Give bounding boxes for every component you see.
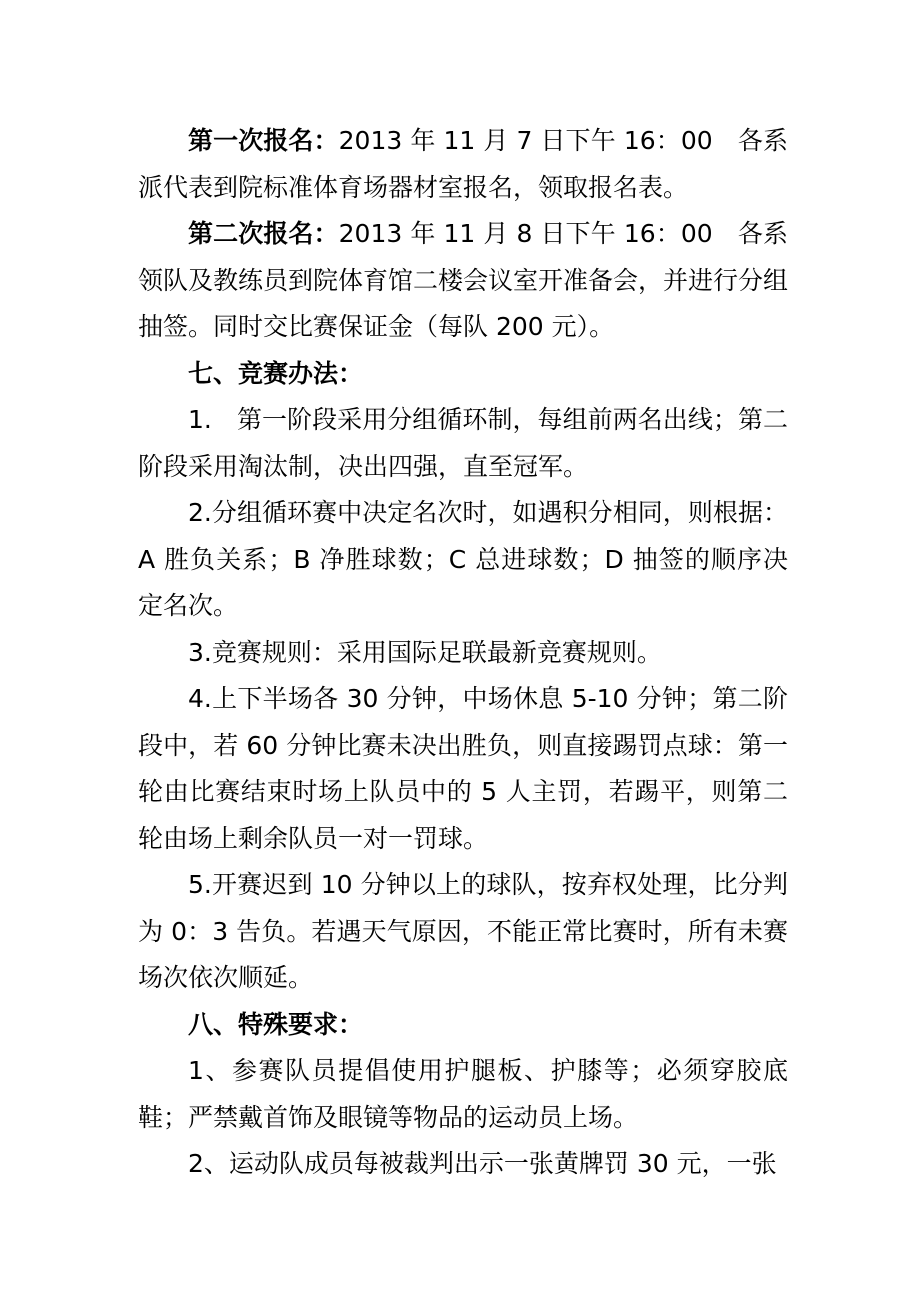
document-page bbox=[138, 118, 788, 1188]
registration-first bbox=[138, 118, 788, 211]
registration-second bbox=[138, 211, 788, 351]
section-8-item-1: 1、参赛队员提倡使用护腿板、护膝等；必须穿胶底鞋；严禁戴首饰及眼镜等物品的运动员上场。 bbox=[138, 1056, 788, 1132]
registration-second-label: 第二次报名： bbox=[188, 219, 339, 248]
section-7-item-1: 1. 第一阶段采用分组循环制，每组前两名出线；第二阶段采用淘汰制，决出四强，直至冠军。 bbox=[138, 405, 788, 481]
registration-first-text: 2013 年 11 月 7 日下午 16：00 各系派代表到院标准体育场器材室报名，领取报名表。 bbox=[138, 126, 788, 202]
section-8-heading: 八、特殊要求： bbox=[188, 1009, 364, 1039]
section-7-item-2: 2.分组循环赛中决定名次时，如遇积分相同，则根据：A 胜负关系；B 净胜球数；C 总进球数；D 抽签的顺序决定名次。 bbox=[138, 498, 788, 620]
section-7-heading: 七、竞赛办法： bbox=[188, 358, 364, 388]
section-7-item-5: 5.开赛迟到 10 分钟以上的球队，按弃权处理，比分判为 0：3 告负。若遇天气原因，不能正常比赛时，所有未赛场次依次顺延。 bbox=[138, 870, 788, 992]
registration-second-text: 2013 年 11 月 8 日下午 16：00 各系领队及教练员到院体育馆二楼会议室开准备会，并进行分组抽签。同时交比赛保证金（每队 200 元）。 bbox=[138, 219, 789, 341]
section-7-item-3: 3.竞赛规则：采用国际足联最新竞赛规则。 bbox=[188, 637, 662, 667]
section-8-item-2: 2、运动队成员每被裁判出示一张黄牌罚 30 元，一张 bbox=[188, 1149, 777, 1178]
registration-first-label: 第一次报名： bbox=[188, 126, 339, 155]
section-7-item-4: 4.上下半场各 30 分钟，中场休息 5-10 分钟；第二阶段中，若 60 分钟比赛未决出胜负，则直接踢罚点球：第一轮由比赛结束时场上队员中的 5 人主罚，若踢平，则第二轮由场上剩余队员一对一罚球。 bbox=[138, 684, 788, 853]
